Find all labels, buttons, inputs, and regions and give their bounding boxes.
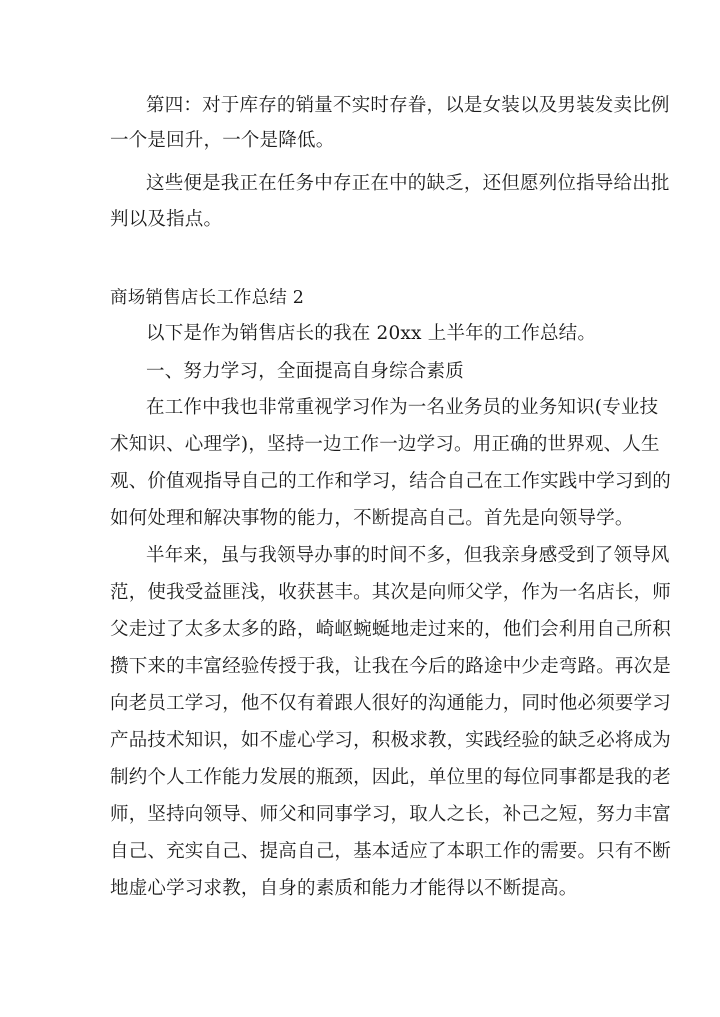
paragraph-line: 半年来，虽与我领导办事的时间不多，但我亲身感受到了领导风 [146,545,670,566]
paragraph-line: 这些便是我正在任务中存正在中的缺乏，还但愿列位指导给出批 [146,173,670,194]
section-heading: 一、努力学习，全面提高自身综合素质 [146,361,464,382]
paragraph-line: 父走过了太多太多的路，崎岖蜿蜒地走过来的，他们会利用自己所积 [110,619,672,640]
paragraph-line: 在工作中我也非常重视学习作为一名业务员的业务知识(专业技 [146,397,659,418]
paragraph-line: 判以及指点。 [110,209,223,230]
paragraph-line: 术知识、心理学)，坚持一边工作一边学习。用正确的世界观、人生 [110,434,660,455]
paragraph-line: 如何处理和解决事物的能力，不断提高自己。首先是向领导学。 [110,508,634,529]
paragraph-line: 范，使我受益匪浅，收获甚丰。其次是向师父学，作为一名店长，师 [110,582,672,603]
paragraph-line: 以下是作为销售店长的我在 20xx 上半年的工作总结。 [146,323,597,344]
paragraph-line: 攒下来的丰富经验传授于我，让我在今后的路途中少走弯路。再次是 [110,656,672,677]
paragraph-line: 产品技术知识，如不虚心学习，积极求教，实践经验的缺乏必将成为 [110,730,672,751]
section-title: 商场销售店长工作总结 2 [110,288,305,308]
paragraph-line: 向老员工学习，他不仅有着跟人很好的沟通能力，同时他必须要学习 [110,693,672,714]
paragraph-line: 地虚心学习求教，自身的素质和能力才能得以不断提高。 [110,878,578,899]
paragraph-line: 制约个人工作能力发展的瓶颈，因此，单位里的每位同事都是我的老 [110,767,672,788]
paragraph-line: 观、价值观指导自己的工作和学习，结合自己在工作实践中学习到的 [110,471,672,492]
paragraph-line: 师，坚持向领导、师父和同事学习，取人之长，补己之短，努力丰富 [110,804,672,825]
paragraph-line: 一个是回升，一个是降低。 [110,130,335,151]
paragraph-line: 第四：对于库存的销量不实时存眷，以是女装以及男装发卖比例 [146,95,670,116]
paragraph-line: 自己、充实自己、提高自己，基本适应了本职工作的需要。只有不断 [110,841,672,862]
